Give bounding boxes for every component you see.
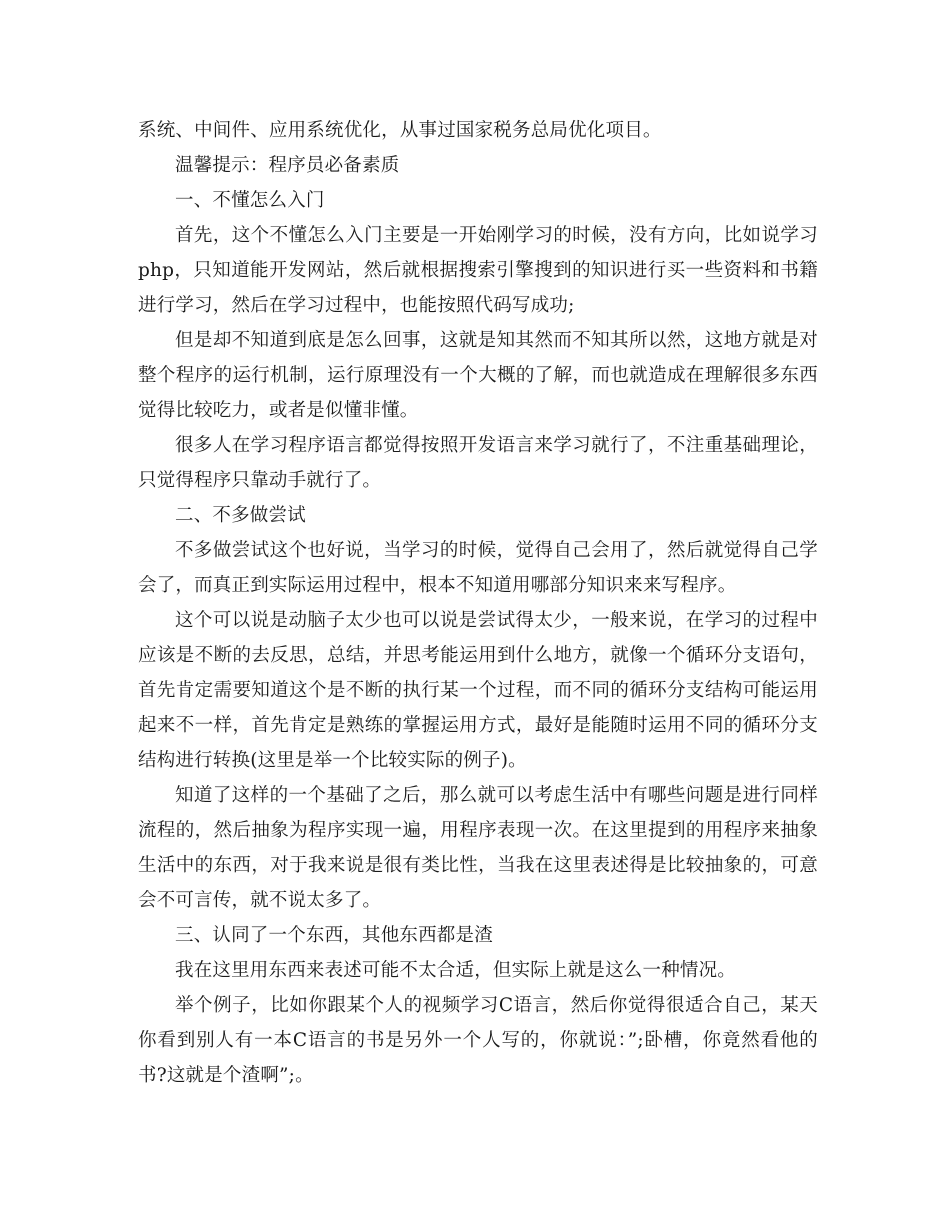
paragraph: 很多人在学习程序语言都觉得按照开发语言来学习就行了，不注重基础理论，只觉得程序只靠动手就行了。	[138, 435, 818, 491]
paragraph: 首先，这个不懂怎么入门主要是一开始刚学习的时候，没有方向，比如说学习php，只知道能开发网站，然后就根据搜索引擎搜到的知识进行买一些资料和书籍进行学习，然后在学习过程中，也能按照代码写成功;	[138, 225, 818, 316]
paragraph: 不多做尝试这个也好说，当学习的时候，觉得自己会用了，然后就觉得自己学会了，而真正到实际运用过程中，根本不知道用哪部分知识来来写程序。	[138, 540, 818, 596]
paragraph: 这个可以说是动脑子太少也可以说是尝试得太少，一般来说，在学习的过程中应该是不断的去反思，总结，并思考能运用到什么地方，就像一个循环分支语句，首先肯定需要知道这个是不断的执行某一个过程，而不同的循环分支结构可能运用起来不一样，首先肯定是熟练的掌握运用方式，最好是能随时运用不同的循环分支结构进行转换(这里是举一个比较实际的例子)。	[138, 610, 818, 771]
document-body	[138, 113, 818, 1093]
paragraph: 但是却不知道到底是怎么回事，这就是知其然而不知其所以然，这地方就是对整个程序的运行机制，运行原理没有一个大概的了解，而也就造成在理解很多东西觉得比较吃力，或者是似懂非懂。	[138, 330, 818, 421]
paragraph: 我在这里用东西来表述可能不太合适，但实际上就是这么一种情况。	[175, 960, 737, 981]
section-heading-1: 一、不懂怎么入门	[175, 190, 325, 211]
paragraph: 知道了这样的一个基础了之后，那么就可以考虑生活中有哪些问题是进行同样流程的，然后抽象为程序实现一遍，用程序表现一次。在这里提到的用程序来抽象生活中的东西，对于我来说是很有类比性，当我在这里表述得是比较抽象的，可意会不可言传，就不说太多了。	[138, 785, 818, 911]
tip-heading: 温馨提示：程序员必备素质	[175, 155, 400, 176]
section-heading-3: 三、认同了一个东西，其他东西都是渣	[175, 925, 493, 946]
paragraph-continuation: 系统、中间件、应用系统优化，从事过国家税务总局优化项目。	[138, 120, 662, 141]
paragraph: 举个例子，比如你跟某个人的视频学习C语言，然后你觉得很适合自己，某天你看到别人有一本C语言的书是另外一个人写的，你就说：”;卧槽，你竟然看他的书?这就是个渣啊”;。	[138, 995, 818, 1086]
section-heading-2: 二、不多做尝试	[175, 505, 306, 526]
